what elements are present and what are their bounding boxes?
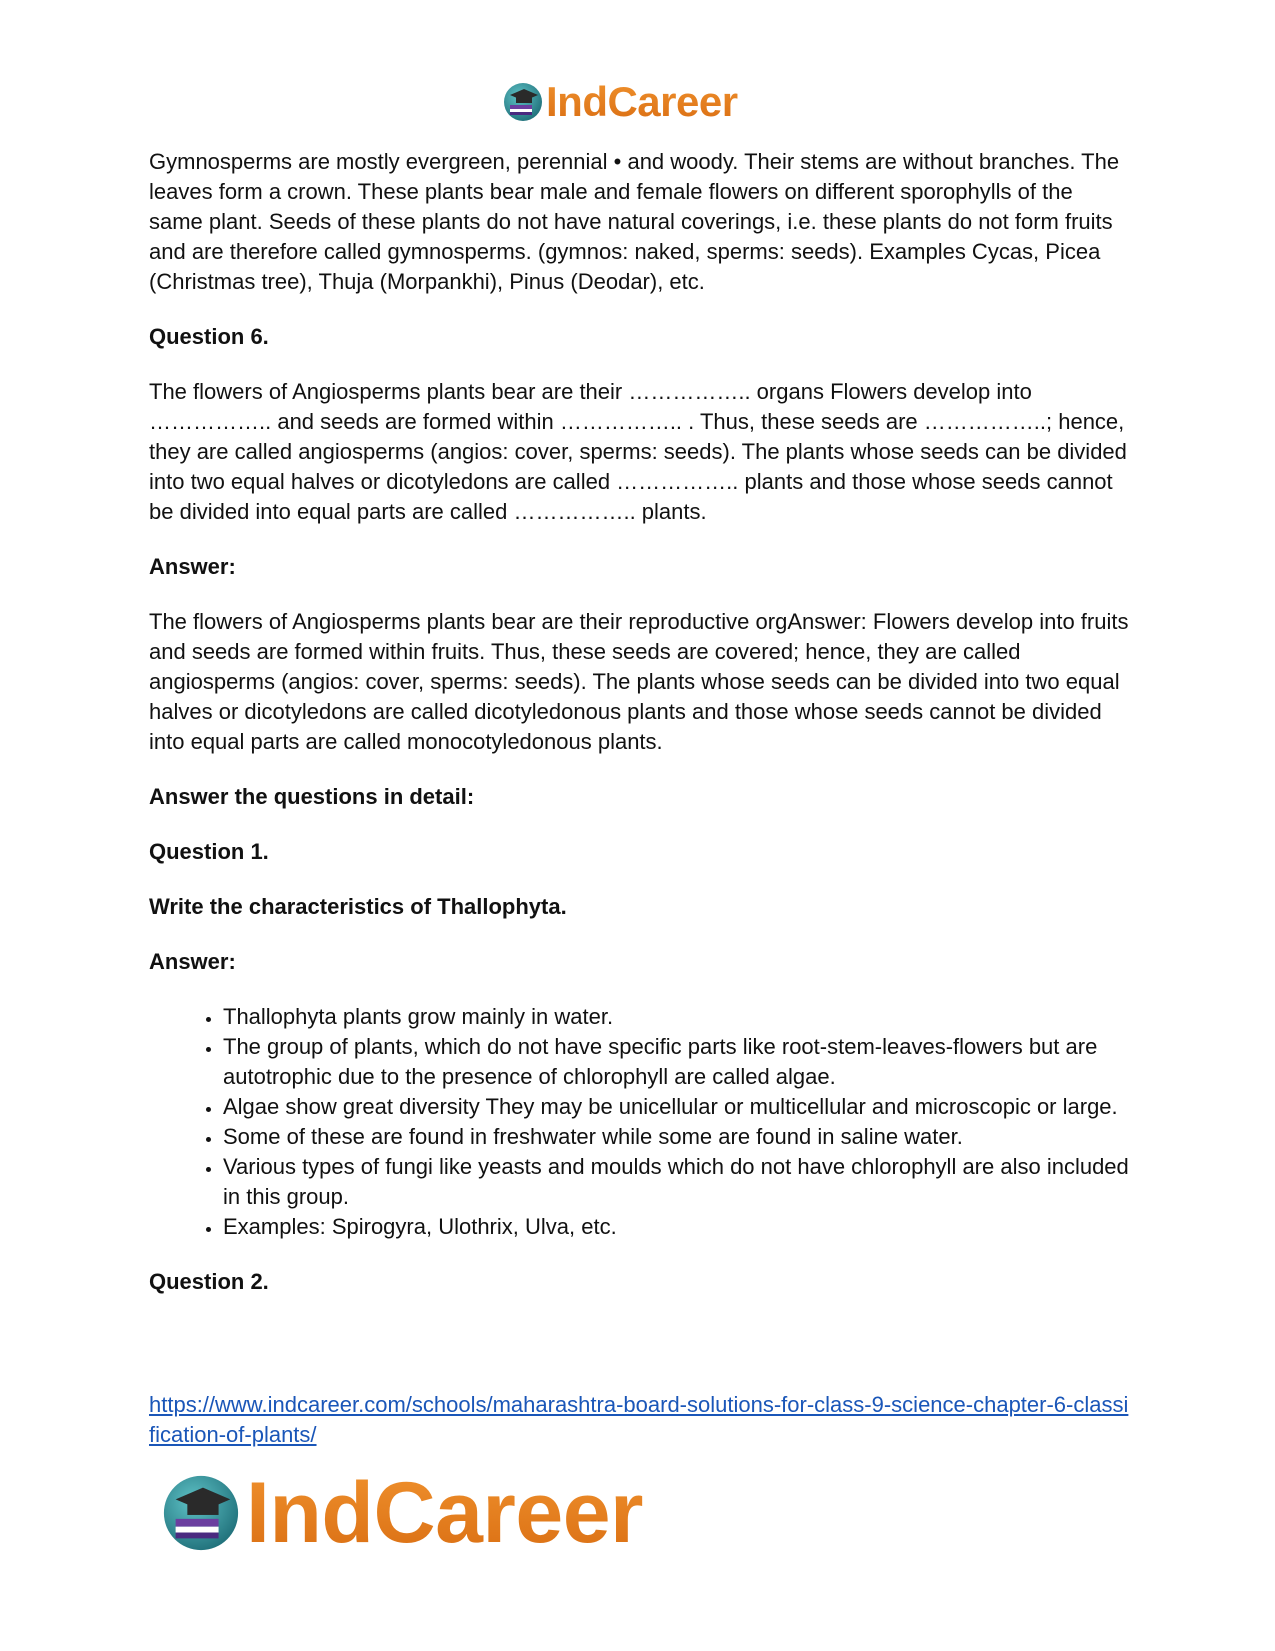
list-item: • Examples: Spirogyra, Ulothrix, Ulva, etc. <box>223 1212 1129 1242</box>
header-logo <box>502 78 738 126</box>
logo-text: IndCareer <box>246 1464 643 1561</box>
question-6-answer-label: Answer: <box>149 554 236 579</box>
question-1-text: Write the characteristics of Thallophyta. <box>149 894 567 919</box>
source-url-link[interactable]: https://www.indcareer.com/schools/maharashtra-board-solutions-for-class-9-science-chapter-6-classification-of-plants/ <box>149 1392 1129 1447</box>
question-6-text: The flowers of Angiosperms plants bear are their …………….. organs Flowers develop into …………….. and seeds are formed within …………….. . Thus, these seeds are ……………..; hence, they are called angiosperms (angios: cover, sperms: seeds). The plants whose seeds can be divided into two equal halves or dicotyledons are called …………….. plants and those whose seeds cannot be divided into equal parts are called …………….. plants. <box>149 379 1127 524</box>
question-6-answer-text: The flowers of Angiosperms plants bear are their reproductive orgAnswer: Flowers develop into fruits and seeds are formed within fruits. Thus, these seeds are covered; hence, they are called angiosperms (angios: cover, sperms: seeds). The plants whose seeds can be divided into two equal halves or dicotyledons are called dicotyledonous plants and those whose seeds cannot be divided into equal parts are called monocotyledonous plants. <box>149 609 1129 754</box>
question-6-heading: Question 6. <box>149 324 269 349</box>
list-item: • Various types of fungi like yeasts and moulds which do not have chlorophyll are also included in this group. <box>223 1152 1129 1212</box>
list-item: • The group of plants, which do not have specific parts like root-stem-leaves-flowers but are autotrophic due to the presence of chlorophyll are called algae. <box>223 1032 1129 1092</box>
list-item: • Some of these are found in freshwater while some are found in saline water. <box>223 1122 1129 1152</box>
question-2-heading: Question 2. <box>149 1269 269 1294</box>
list-item: • Thallophyta plants grow mainly in water. <box>223 1002 1129 1032</box>
document-body <box>149 147 1129 1322</box>
graduation-cap-book-icon <box>502 81 544 123</box>
thallophyta-characteristics-list <box>149 1002 1129 1242</box>
intro-paragraph: Gymnosperms are mostly evergreen, perennial • and woody. Their stems are without branches. The leaves form a crown. These plants bear male and female flowers on different sporophylls of the same plant. Seeds of these plants do not have natural coverings, i.e. these plants do not form fruits and are therefore called gymnosperms. (gymnos: naked, sperms: seeds). Examples Cycas, Picea (Christmas tree), Thuja (Morpankhi), Pinus (Deodar), etc. <box>149 149 1120 294</box>
logo-text: IndCareer <box>546 78 738 125</box>
list-item: • Algae show great diversity They may be unicellular or multicellular and microscopic or large. <box>223 1092 1129 1122</box>
question-1-answer-label: Answer: <box>149 949 236 974</box>
question-1-heading: Question 1. <box>149 839 269 864</box>
footer-logo <box>160 1464 643 1561</box>
graduation-cap-book-icon <box>160 1472 242 1554</box>
detail-section-heading: Answer the questions in detail: <box>149 784 475 809</box>
